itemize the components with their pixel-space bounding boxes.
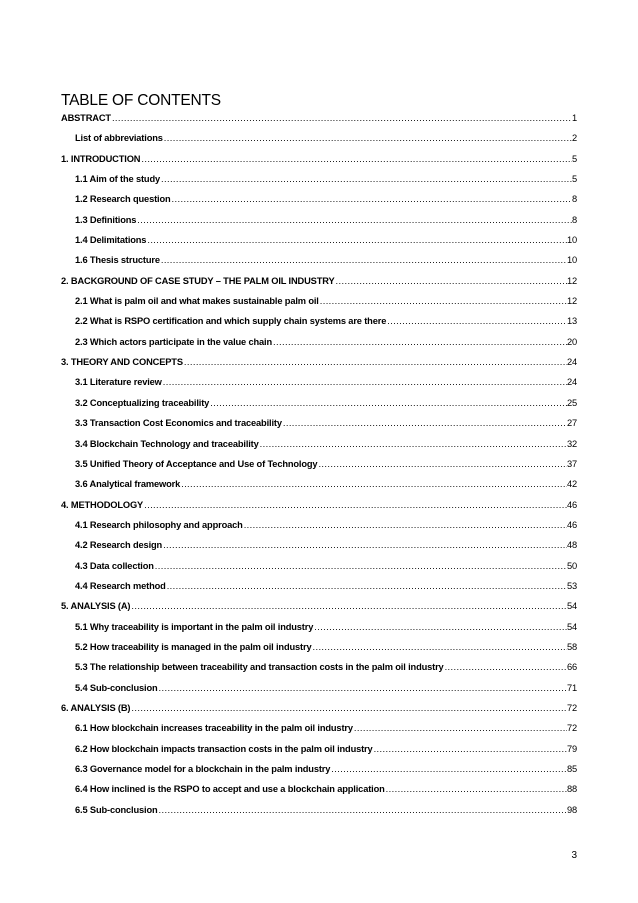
toc-dot-leader [317,454,567,474]
toc-dot-leader [171,189,572,209]
toc-entry-label: 3.5 Unified Theory of Acceptance and Use of Technology [75,458,318,469]
toc-entry-page: 25 [566,397,577,408]
toc-entry-page: 48 [566,540,577,551]
toc-entry-label: 6.5 Sub-conclusion [75,804,158,815]
toc-entry-page: 37 [566,458,577,469]
toc-entry[interactable] [61,352,577,372]
toc-entry-page: 10 [566,255,577,266]
toc-dot-leader [146,230,567,250]
toc-dot-leader [160,169,572,189]
toc-entry[interactable] [61,108,577,128]
toc-entry-page: 50 [566,560,577,571]
toc-entry-label: ABSTRACT [61,113,111,123]
toc-dot-leader [272,332,567,352]
toc-entry-label: 6.4 How inclined is the RSPO to accept and use a blockchain application [75,784,385,795]
toc-entry-page: 8 [571,214,577,225]
toc-dot-leader [311,637,566,657]
toc-dot-leader [162,535,567,555]
toc-entry-label: 1.6 Thesis structure [75,255,160,266]
toc-dot-leader [386,311,567,331]
toc-entry-label: 4.2 Research design [75,540,163,551]
toc-entry[interactable] [61,189,577,209]
toc-dot-leader [136,210,572,230]
toc-entry-page: 10 [566,235,577,246]
toc-entry-page: 12 [566,296,577,307]
toc-entry-label: 3. THEORY AND CONCEPTS [61,357,183,368]
toc-entry[interactable] [61,291,577,311]
toc-entry[interactable] [61,800,577,820]
toc-entry-label: 1.1 Aim of the study [75,174,160,185]
toc-entry[interactable] [61,454,577,474]
toc-entry[interactable] [61,372,577,392]
toc-dot-leader [353,718,567,738]
toc-entry[interactable] [61,759,577,779]
toc-entry[interactable] [61,698,577,718]
toc-entry-page: 98 [566,804,577,815]
toc-entry[interactable] [61,311,577,331]
toc-entry[interactable] [61,576,577,596]
toc-dot-leader [373,739,567,759]
toc-entry[interactable] [61,739,577,759]
toc-entry[interactable] [61,637,577,657]
toc-entry-page: 46 [566,499,577,510]
toc-entry[interactable] [61,617,577,637]
toc-entry-page: 2 [571,133,577,144]
toc-entry-page: 66 [566,662,577,673]
toc-entry-label: 5.4 Sub-conclusion [75,682,158,693]
toc-entry[interactable] [61,495,577,515]
toc-entry-label: 4.4 Research method [75,580,166,591]
toc-entry[interactable] [61,434,577,454]
toc-entry-label: 1.2 Research question [75,194,171,205]
toc-dot-leader [385,779,567,799]
toc-entry-label: 5. ANALYSIS (A) [61,601,131,612]
toc-entry[interactable] [61,678,577,698]
toc-entry[interactable] [61,332,577,352]
toc-entry-page: 5 [571,153,577,164]
toc-entry-label: 1. INTRODUCTION [61,153,141,164]
toc-entry-label: 3.4 Blockchain Technology and traceability [75,438,259,449]
toc-dot-leader [160,250,567,270]
toc-entry[interactable] [61,169,577,189]
toc-entry-label: 2.3 Which actors participate in the value chain [75,336,273,347]
toc-entry-page: 72 [566,723,577,734]
toc-entry[interactable] [61,596,577,616]
toc-dot-leader [111,108,572,128]
toc-entry-page: 13 [566,316,577,327]
toc-entry-page: 53 [566,580,577,591]
toc-dot-leader [158,678,567,698]
toc-entry-label: 4.1 Research philosophy and approach [75,519,243,530]
toc-dot-leader [313,617,567,637]
toc-dot-leader [319,291,567,311]
toc-entry-page: 46 [566,519,577,530]
toc-entry-page: 5 [571,174,577,185]
toc-list [61,108,577,820]
toc-entry-label: 5.3 The relationship between traceability and transaction costs in the palm oil industry [75,662,444,673]
toc-entry[interactable] [61,393,577,413]
toc-dot-leader [166,576,567,596]
toc-dot-leader [183,352,567,372]
toc-entry-page: 71 [566,682,577,693]
toc-entry-label: 4. METHODOLOGY [61,499,144,510]
toc-title: TABLE OF CONTENTS [61,92,221,109]
toc-entry-label: 3.2 Conceptualizing traceability [75,397,210,408]
toc-dot-leader [282,413,567,433]
toc-entry[interactable] [61,535,577,555]
toc-entry-page: 58 [566,641,577,652]
toc-entry-page: 8 [571,194,577,205]
toc-entry[interactable] [61,210,577,230]
toc-dot-leader [162,372,567,392]
toc-dot-leader [243,515,567,535]
toc-dot-leader [330,759,567,779]
toc-dot-leader [259,434,567,454]
toc-entry[interactable] [61,149,577,169]
page-number: 3 [571,850,577,861]
toc-entry-label: 2. BACKGROUND OF CASE STUDY – THE PALM OIL INDUSTRY [61,275,335,286]
toc-entry[interactable] [61,128,577,148]
toc-entry[interactable] [61,413,577,433]
toc-entry[interactable] [61,250,577,270]
toc-entry-page: 79 [566,743,577,754]
toc-entry-label: 2.2 What is RSPO certification and which supply chain systems are there [75,316,387,327]
toc-dot-leader [180,474,567,494]
toc-entry-label: 3.3 Transaction Cost Economics and traceability [75,418,282,429]
toc-entry-page: 54 [566,621,577,632]
toc-dot-leader [130,698,567,718]
toc-entry-page: 20 [566,336,577,347]
toc-entry-page: 27 [566,418,577,429]
toc-dot-leader [154,556,567,576]
toc-entry-label: 6.1 How blockchain increases traceability in the palm oil industry [75,723,353,734]
toc-dot-leader [163,128,572,148]
toc-entry-label: 4.3 Data collection [75,560,154,571]
toc-dot-leader [158,800,567,820]
toc-entry[interactable] [61,556,577,576]
toc-entry-page: 1 [571,113,577,123]
toc-entry-label: 6.2 How blockchain impacts transaction costs in the palm oil industry [75,743,373,754]
toc-entry[interactable] [61,779,577,799]
toc-entry-page: 54 [566,601,577,612]
toc-entry-page: 72 [566,702,577,713]
toc-entry[interactable] [61,718,577,738]
toc-entry-label: 5.2 How traceability is managed in the palm oil industry [75,641,312,652]
toc-entry-page: 88 [566,784,577,795]
toc-entry-label: 6.3 Governance model for a blockchain in the palm industry [75,764,331,774]
toc-entry[interactable] [61,474,577,494]
toc-entry-page: 85 [566,764,577,774]
toc-entry-label: 1.3 Definitions [75,214,137,225]
toc-entry-page: 32 [566,438,577,449]
toc-dot-leader [444,657,567,677]
toc-entry[interactable] [61,657,577,677]
toc-entry-page: 24 [566,377,577,388]
toc-entry-label: 3.1 Literature review [75,377,162,388]
toc-entry-page: 12 [566,275,577,286]
toc-entry-page: 42 [566,479,577,490]
toc-entry-label: 1.4 Delimitations [75,235,147,246]
toc-entry-label: 2.1 What is palm oil and what makes sustainable palm oil [75,296,319,307]
toc-dot-leader [140,149,572,169]
toc-entry[interactable] [61,230,577,250]
toc-dot-leader [335,271,567,291]
toc-entry-label: 3.6 Analytical framework [75,479,181,490]
toc-entry[interactable] [61,271,577,291]
toc-entry-label: List of abbreviations [75,133,163,144]
toc-entry-page: 24 [566,357,577,368]
toc-entry[interactable] [61,515,577,535]
toc-entry-label: 6. ANALYSIS (B) [61,702,131,713]
toc-dot-leader [209,393,567,413]
toc-dot-leader [130,596,567,616]
toc-entry-label: 5.1 Why traceability is important in the palm oil industry [75,621,314,632]
toc-dot-leader [143,495,567,515]
